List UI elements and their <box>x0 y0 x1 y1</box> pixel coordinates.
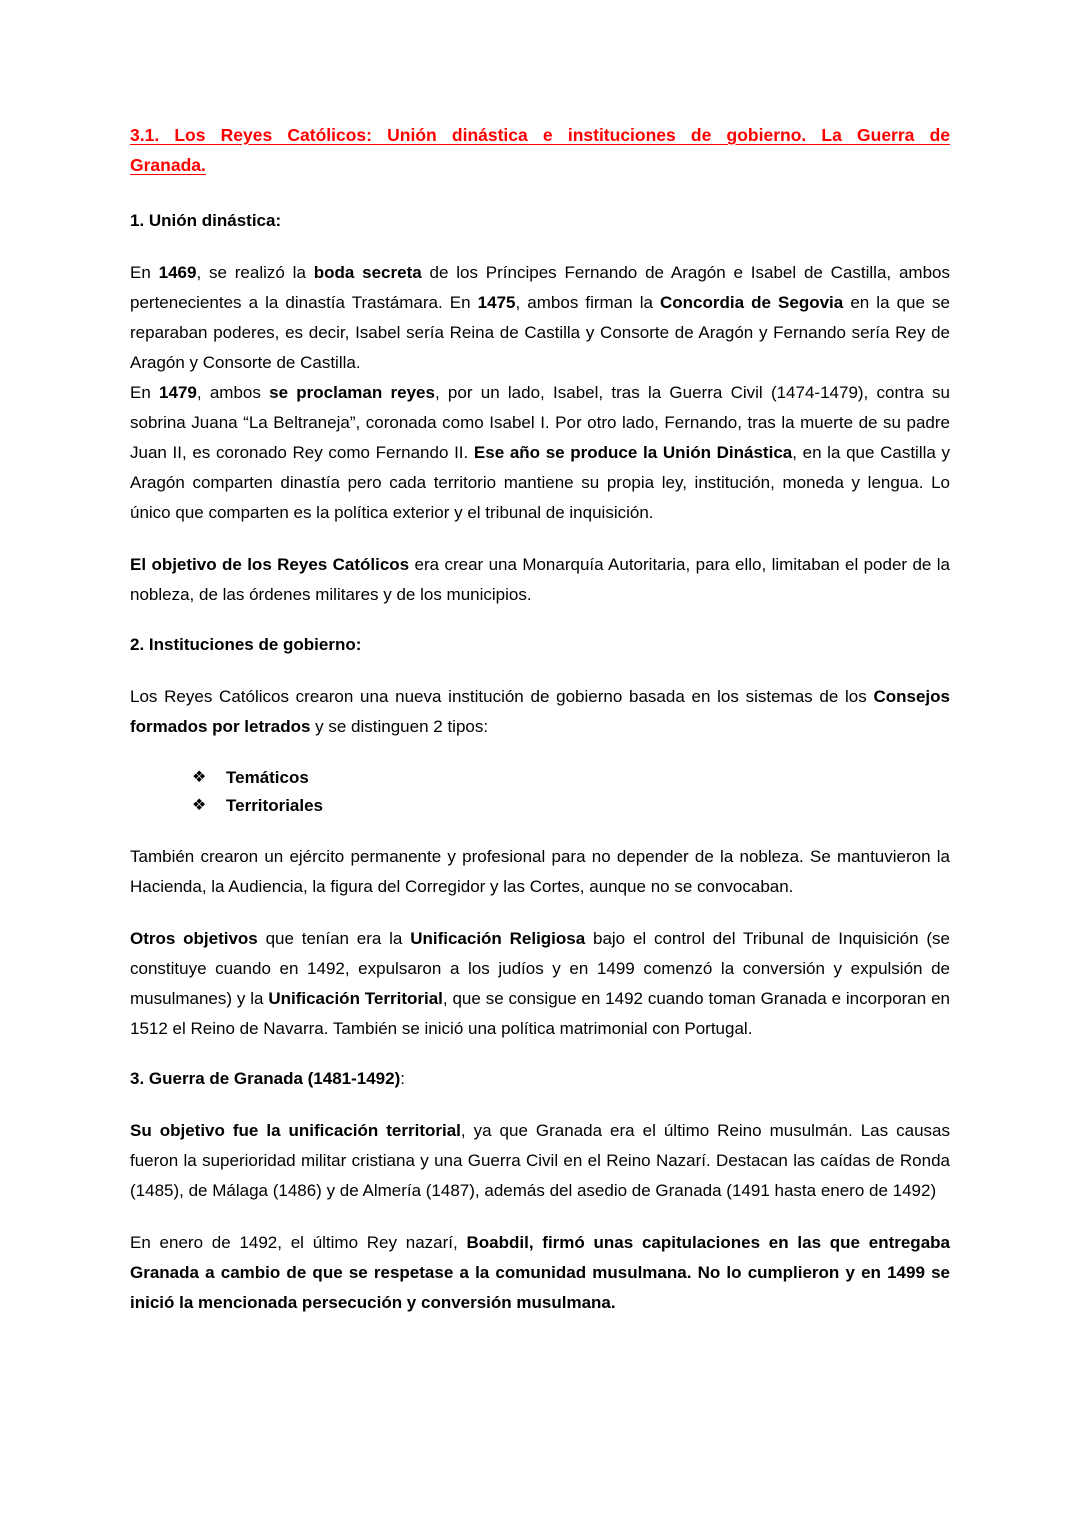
text-run: y se distinguen 2 tipos: <box>310 717 489 736</box>
text-run: , ambos firman la <box>515 293 660 312</box>
text-run-bold: Otros objetivos <box>130 929 258 948</box>
list-item-label: Temáticos <box>226 768 309 787</box>
text-run: , se realizó la <box>196 263 314 282</box>
paragraph-union-dinastica-2 <box>130 378 950 528</box>
text-run-bold: Concordia de Segovia <box>660 293 844 312</box>
text-run: que tenían era la <box>257 929 411 948</box>
list-item-label: Territoriales <box>226 796 324 815</box>
page-title <box>130 120 950 180</box>
text-run: , ya que Granada era el último Reino musulmán. Las causas fueron la superioridad militar cristiana y una Guerra Civil en el Reino Nazarí. Destacan las caídas de Ronda (1485), de Málaga (1486) y de Almería (1487), además del asedio de Granada (1491 hasta enero de 1492) <box>130 1121 950 1200</box>
text-run-bold: 1469 <box>158 263 197 282</box>
text-run-bold: boda secreta <box>313 263 422 282</box>
page-title-line-1: 3.1. Los Reyes Católicos: Unión dinástica e instituciones de gobierno. La Guerra de <box>130 125 950 145</box>
paragraph-guerra-granada-2 <box>130 1228 950 1318</box>
text-run: , en la que Castilla y Aragón comparten dinastía pero cada territorio mantiene su propia ley, institución, moneda y lengua. Lo único que comparten es la política exterior y el tribunal de inquisición. <box>130 443 951 522</box>
section-heading-guerra-granada <box>130 1066 950 1092</box>
page-title-line-2: Granada. <box>130 155 206 175</box>
text-run: En <box>130 263 159 282</box>
text-run: : <box>400 1069 405 1088</box>
text-run: era crear una Monarquía Autoritaria, para ello, limitaban el poder de la nobleza, de las órdenes militares y de los municipios. <box>130 555 950 604</box>
text-run-bold: El objetivo de los Reyes Católicos <box>130 555 410 574</box>
text-run-bold: Unificación Religiosa <box>410 929 586 948</box>
list-item <box>192 764 950 792</box>
text-run: Los Reyes Católicos crearon una nueva institución de gobierno basada en los sistemas de los <box>130 687 874 706</box>
text-run: , por un lado, Isabel, tras la Guerra Civil (1474-1479), contra su sobrina Juana “La Beltraneja”, coronada como Isabel I. Por otro lado, Fernando, tras la muerte de su padre Juan II, es coronado Rey como Fernando II. <box>130 383 950 462</box>
text-run: bajo el control del Tribunal de Inquisición (se constituye cuando en 1492, expulsaron a los judíos y en 1499 comenzó la conversión y expulsión de musulmanes) y la <box>130 929 951 1008</box>
paragraph-instituciones-1 <box>130 682 950 742</box>
paragraph-ejercito-permanente: También crearon un ejército permanente y profesional para no depender de la nobleza. Se mantuvieron la Hacienda, la Audiencia, la figura del Corregidor y las Cortes, aunque no se convocaban. <box>130 847 950 896</box>
paragraph-union-dinastica-1 <box>130 258 950 378</box>
text-run: de los Príncipes Fernando de Aragón e Isabel de Castilla, ambos pertenecientes a la dinastía Trastámara. En <box>130 263 950 312</box>
text-run-bold: 1475 <box>477 293 516 312</box>
text-run-bold: se proclaman reyes <box>269 383 435 402</box>
paragraph-guerra-granada-1 <box>130 1116 950 1206</box>
text-run-bold: Su objetivo fue la unificación territorial <box>130 1121 461 1140</box>
text-run: , que se consigue en 1492 cuando toman Granada e incorporan en 1512 el Reino de Navarra. También se inició una política matrimonial con Portugal. <box>130 989 950 1038</box>
text-run: , ambos <box>196 383 270 402</box>
list-item <box>192 792 950 820</box>
text-run-bold: Unificación Territorial <box>268 989 443 1008</box>
text-run-bold: 3. Guerra de Granada (1481-1492) <box>130 1069 401 1088</box>
paragraph-otros-objetivos <box>130 924 950 1044</box>
diamond-bullet-icon: ❖ <box>192 797 207 814</box>
bullet-list-tipos-consejos <box>130 764 950 820</box>
text-run-bold: Boabdil, firmó unas capitulaciones en las que entregaba Granada a cambio de que se respetase a la comunidad musulmana. No lo cumplieron y en 1499 se inició la mencionada persecución y conversión musulmana. <box>130 1233 950 1312</box>
text-run: En enero de 1492, el último Rey nazarí, <box>130 1233 467 1252</box>
text-run: en la que se reparaban poderes, es decir, Isabel sería Reina de Castilla y Consorte de Aragón y Fernando sería Rey de Aragón y Consorte de Castilla. <box>130 293 950 372</box>
paragraph-objetivo-reyes-catolicos <box>130 550 950 610</box>
text-run-bold: 1479 <box>159 383 197 402</box>
diamond-bullet-icon: ❖ <box>192 769 207 786</box>
section-heading-instituciones: 2. Instituciones de gobierno: <box>130 635 362 654</box>
text-run-bold: Ese año se produce la Unión Dinástica <box>473 443 793 462</box>
text-run-bold: Consejos formados por letrados <box>130 687 950 736</box>
text-run: En <box>130 383 160 402</box>
section-heading-union-dinastica: 1. Unión dinástica: <box>130 211 282 230</box>
